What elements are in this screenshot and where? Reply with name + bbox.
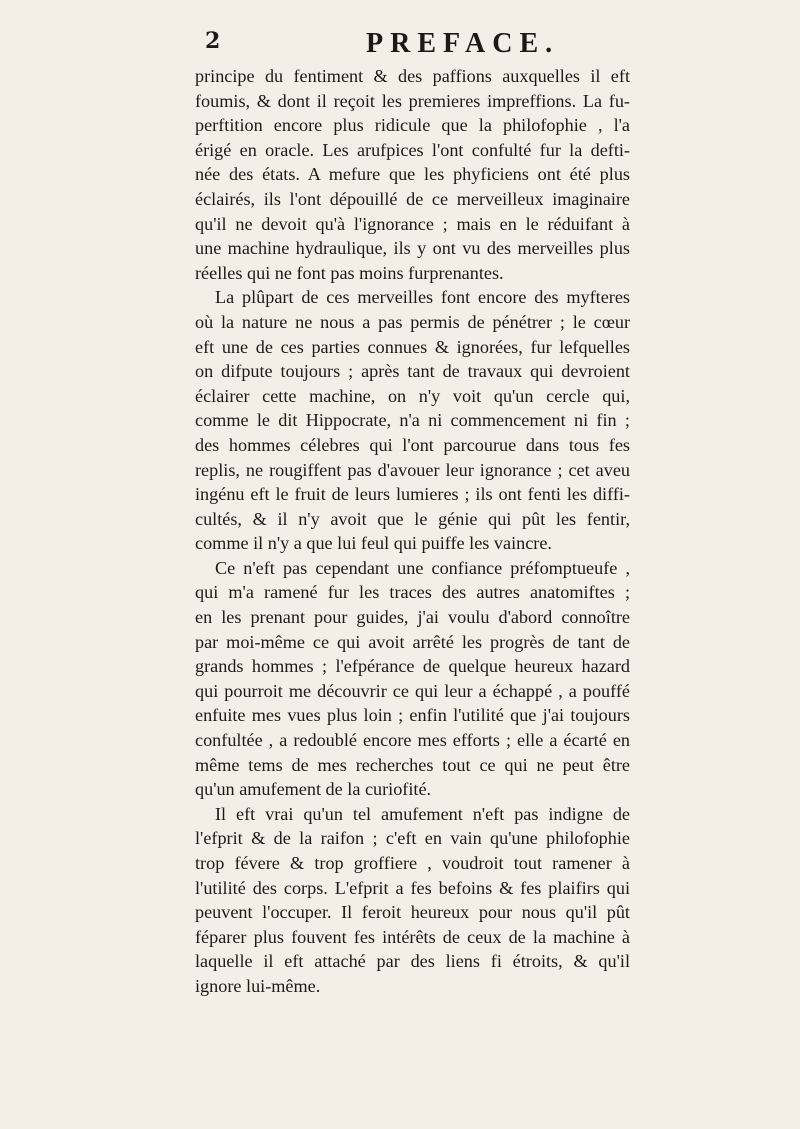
text-line: réelles qui ne font pas moins furprenantes. [195, 262, 504, 283]
text-line: érigé en oracle. Les arufpices l'ont confulté fur la defti- [195, 139, 630, 160]
text-line: même tems de mes recherches tout ce qui ne peut être [195, 754, 630, 775]
text-line: comme le dit Hippocrate, n'a ni commencement ni fin ; [195, 410, 630, 431]
text-line: ignore lui-même. [195, 975, 321, 996]
text-line: eft une de ces parties connues & ignorées, fur lefquelles [195, 336, 630, 357]
text-line: où la nature ne nous a pas permis de pénétrer ; le cœur [195, 311, 630, 332]
page-number: 2 [205, 28, 221, 54]
paragraph-start-line: La plûpart de ces merveilles font encore des myfteres [215, 287, 630, 308]
text-line: peuvent l'occuper. Il feroit heureux pour nous qu'il pût [195, 902, 630, 923]
text-line: née des états. A mefure que les phyficiens ont été plus [195, 164, 630, 185]
text-line: éclairés, ils l'ont dépouillé de ce merveilleux imaginaire [195, 188, 630, 209]
paragraph-start-line: Il eft vrai qu'un tel amufement n'eft pas indigne de [215, 803, 630, 824]
page-header [205, 28, 625, 62]
text-line: grands hommes ; l'efpérance de quelque heureux hazard [195, 656, 630, 677]
text-line: laquelle il eft attaché par des liens fi étroits, & qu'il [195, 951, 630, 972]
text-line: cultés, & il n'y avoit que le génie qui pût les fentir, [195, 508, 630, 529]
text-line: l'utilité des corps. L'efprit a fes befoins & fes plaifirs qui [195, 877, 630, 898]
text-line: l'efprit & de la raifon ; c'eft en vain qu'une philofophie [195, 828, 630, 849]
text-line: qu'un amufement de la curiofité. [195, 779, 432, 800]
text-line: en les prenant pour guides, j'ai voulu d'abord connoître [195, 607, 630, 628]
text-line: par moi-même ce qui avoit arrêté les progrès de tant de [195, 631, 630, 652]
text-line: enfuite mes vues plus loin ; enfin l'utilité que j'ai toujours [195, 705, 630, 726]
text-line: ingénu eft le fruit de leurs lumieres ; ils ont fenti les diffi- [195, 484, 630, 505]
running-title: PREFACE. [366, 28, 560, 59]
text-line: féparer plus fouvent fes intérêts de ceux de la machine à [195, 926, 630, 947]
text-line: comme il n'y a que lui feul qui puiffe les vaincre. [195, 533, 552, 554]
text-line: confultée , a redoublé encore mes efforts ; elle a écarté en [195, 730, 630, 751]
text-line: replis, ne rougiffent pas d'avouer leur ignorance ; cet aveu [195, 459, 630, 480]
body-text [195, 64, 630, 999]
text-line: qui m'a ramené fur les traces des autres anatomiftes ; [195, 582, 630, 603]
text-line: des hommes célebres qui l'ont parcourue dans tous fes [195, 434, 630, 455]
text-line: qu'il ne devoit qu'à l'ignorance ; mais en le réduifant à [195, 213, 630, 234]
text-line: principe du fentiment & des paffions auxquelles il eft [195, 66, 630, 86]
text-line: foumis, & dont il reçoit les premieres impreffions. La fu- [195, 90, 630, 111]
paragraph-start-line: Ce n'eft pas cependant une confiance préfomptueufe , [215, 557, 630, 578]
text-line: perftition encore plus ridicule que la philofophie , l'a [195, 115, 630, 136]
text-line: une machine hydraulique, ils y ont vu des merveilles plus [195, 238, 630, 259]
text-line: on difpute toujours ; après tant de travaux qui devroient [195, 361, 630, 382]
text-line: trop févere & trop groffiere , voudroit tout ramener à [195, 853, 630, 873]
text-line: éclairer cette machine, on n'y voit qu'un cercle qui, [195, 385, 630, 406]
text-line: qui pourroit me découvrir ce qui leur a échappé , a pouffé [195, 680, 630, 701]
